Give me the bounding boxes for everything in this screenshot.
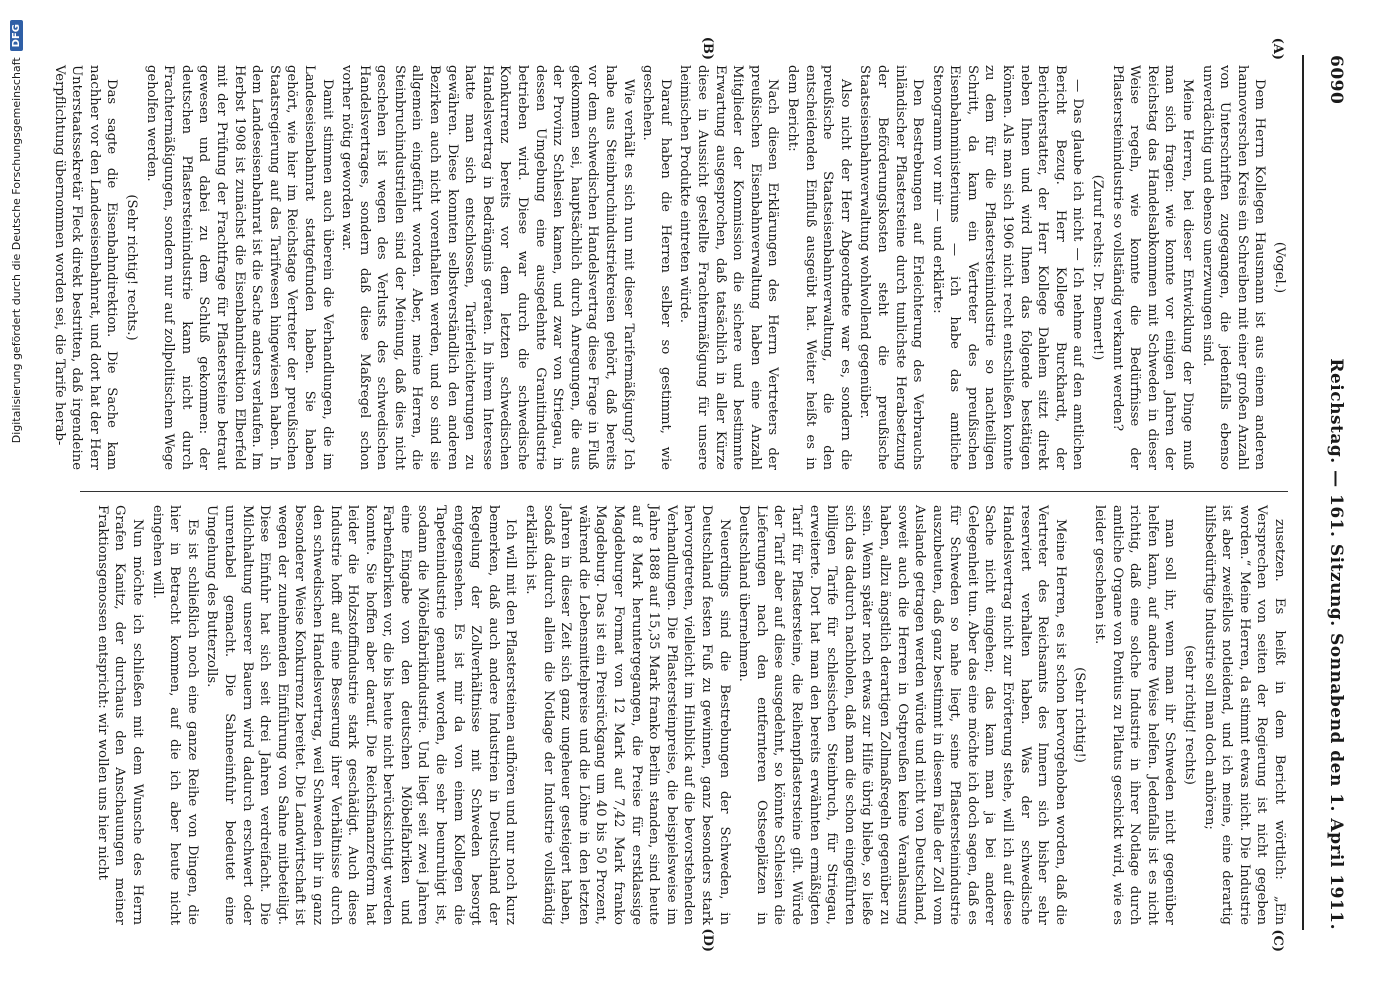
dfg-logo: DFG bbox=[10, 20, 23, 51]
page-title: Reichstag. — 161. Sitzung. Sonnabend den 1. April 1911. bbox=[1326, 358, 1346, 930]
paragraph: (Zuruf rechts: Dr. Bennert!) bbox=[1090, 174, 1106, 361]
credit-text: Digitalisierung gefördert durch die Deutsche Forschungsgemeinschaft bbox=[9, 57, 23, 444]
margin-letter-a: (A) bbox=[1270, 37, 1285, 60]
paragraph: — Das glaube ich nicht — Ich nehme auf den amtlichen Bericht Bezug. Herr Kollege Burckhardt, der Berichterstatter, der Herr Kollege Dahlem sitzt direkt neben Ihnen und wird Ihnen das folgende bestätigen können. Als man sich 1906 nicht recht entschließen konnte zu dem für die Pflastersteinindustrie so nachteiligen Schritt, da kam ein Vertreter des preußischen Eisenbahnministeriums — ich habe das amtliche Stenogramm vor mir — und erklärte: bbox=[929, 65, 1086, 470]
paragraph: Damit stimmen auch überein die Verhandlungen, die im Landeseisenbahnrat stattgefunden haben. Sie haben gehört, wie hier im Reichstage Vertreter der preußischen Staatsregierung auf das Tarifwesen hingewiesen haben. In dem Landeseisenbahnrat ist die Sache anders verlaufen. Im Herbst 1908 ist zunächst die Eisenbahndirektion Elberfeld mit der Prüfung der Frachtfrage für Pflastersteine betraut gewesen und dabei zu dem Schluß gekommen: der deutschen Pflastersteinindustrie kann nicht durch Frachtermäßigungen, sondern nur auf zollpolitischem Wege geholfen werden. bbox=[143, 65, 335, 470]
paragraph: Meine Herren, es ist schon hervorgehoben worden, daß die Vertreter des Reichsamts des Innern sich bisher sehr reserviert verhalten haben. Was der schwedische Handelsvertrag nicht zur Erörterung stehe, will ich auf diese Sache nicht eingehen; das kann man ja bei anderer Gelegenheit tun. Aber das eine möchte ich doch sagen, daß es für Schweden so nahe liegt, seine Pflastersteinindustrie auszubeuten, daß ganz bestimmt in diesem Falle der Zoll vom Auslande getragen werden würde und nicht von Deutschland, soweit auch die Herren in Ostpreußen keine Veranlassung haben, allzu ängstlich derartigen Zollmaßregeln gegenüber zu sein. Wenn später noch etwas zur Hilfe übrig bliebe, so ließe sich das dadurch nachholen, daß man die schon eingeführten billigen Tarife für schlesischen Steinbruch, für Striegau, erweiterte. Dort hat man den bereits erwähnten ermäßigten Tarif für Pflastersteine, die Reihenpflastersteine gilt. Würde der Tarif aber auf diese ausgedehnt, so könnte Schlesien die Lieferungen nach den entfernteren Ostseeplätzen in Deutschland übernehmen. bbox=[736, 505, 1068, 925]
margin-letter-c: (C) bbox=[1270, 929, 1285, 952]
column-divider bbox=[80, 491, 1288, 492]
column-right-body bbox=[93, 505, 1288, 925]
paragraph: (Sehr richtig!) bbox=[1072, 667, 1088, 763]
paragraph: Nun möchte ich schließen mit dem Wunsche des Herrn Grafen Kanitz, der durchaus den Anschauungen meiner Fraktionsgenossen entspricht: wir wollen uns hier nicht bbox=[94, 505, 145, 925]
paragraph: zusetzen. Es heißt in dem Bericht wörtlich: „Ein Versprechen von seiten der Regierung ist nicht gegeben worden.“ Meine Herren, da stimmt etwas nicht. Die Industrie ist aber zweifellos notleidend, und ich meine, eine derartig hilfsbedürftige Industrie soll man doch anhören; bbox=[1201, 505, 1287, 925]
margin-letter-b: (B) bbox=[700, 36, 715, 60]
paragraph: man soll ihr, wenn man ihr Schweden nicht gegenüber helfen kann, auf andere Weise helfen. Jedenfalls ist es nicht richtig, daß eine solche Industrie in ihrer Notlage durch amtliche Organe von Pontius zu Pilatus geschickt wird, wie es leider geschehen ist. bbox=[1092, 505, 1178, 925]
paragraph: Ich will mit den Pflastersteinen aufhören und nur noch kurz bemerken, daß auch andere Industrien in Deutschland der Regelung der Zollverhältnisse mit Schweden besorgt entgegensehen. Es ist mir da von einem Kollegen die Tapetenindustrie genannt worden, die sehr beunruhigt ist, sodann die Möbelfabrikindustrie. Und liegt seit zwei Jahren eine Eingabe von den deutschen Möbelfabriken und Farbenfabriken vor, die bis heute nicht berücksichtigt werden konnte. Sie hoffen aber darauf. Die Reichsfinanzreform hat leider die Holzstoffindustrie stark geschädigt. Auch diese Industrie hofft auf eine Besserung ihrer Verhältnisse durch den schwedischen Handelsvertrag, weil Schweden ihr in ganz besonderer Weise Konkurrenz bereitet. Die Landwirtschaft ist wegen der zunehmenden Einführung von Sahne mitbeteiligt. Diese Einfuhr hat sich seit drei Jahren verdreifacht. Die Milchhaltung unserer Bauern wird dadurch erschwert oder unrentabel gemacht. Die Sahneeinfuhr bedeutet eine Umgehung des Butterzolls. bbox=[204, 505, 519, 925]
paragraph: Den Bestrebungen auf Erleichterung des Verbrauchs inländischer Pflastersteine durch tunlichste Herabsetzung der Beförderungskosten steht die preußische Staatseisenbahnverwaltung wohlwollend gegenüber. bbox=[857, 65, 926, 470]
paragraph: (Sehr richtig! rechts.) bbox=[124, 194, 139, 341]
page-header bbox=[1318, 55, 1354, 930]
column-left bbox=[51, 65, 1288, 470]
margin-letter-d: (D) bbox=[700, 928, 715, 952]
digitization-credit bbox=[5, 20, 27, 920]
paragraph: Dem Herrn Kollegen Hausmann ist aus einem anderen hannoverschen Kreis ein Schreiben mit einer großen Anzahl von Unterschriften zugegangen, die jedenfalls ebenso unverdächtig und ebenso unerzwungen sind. bbox=[1199, 65, 1268, 470]
paragraph: Wie verhält es sich nun mit dieser Tarifermäßigung? Ich habe aus Steinbruchindustriekreisen gehört, daß bereits vor dem schwedischen Handelsvertrag diese Frage in Fluß gekommen sei, hauptsächlich durch Anregungen, die aus der Provinz Schlesien kamen, und zwar von Striegau, in dessen Umgebung eine ausgedehnte Granitindustrie betrieben wird. Diese war durch die schwedische Konkurrenz bereits vor dem letzten schwedischen Handelsvertrag in Bedrängnis geraten. In ihrem Interesse hatte man sich entschlossen, Tariferleichterungen zu gewähren. Diese konnten selbstverständlich den anderen Bezirken auch nicht vorenthalten werden, und so sind sie allgemein eingeführt worden. Aber, meine Herren, die Steinbruchindustriellen sind der Meinung, daß dies nicht geschehen ist wegen des Verlusts des schwedischen Handelsvertrages, sondern daß diese Maßregel schon vorher nötig geworden war. bbox=[339, 65, 636, 470]
column-left-body bbox=[50, 65, 1268, 470]
paragraph: Also nicht der Herr Abgeordnete war es, sondern die preußische Staatseisenbahnverwaltung, die den entscheidenden Einfluß ausgeübt hat. Weiter heißt es in dem Bericht: bbox=[784, 65, 853, 470]
paragraph: Neuerdings sind die Bestrebungen der Schweden, in Deutschland festen Fuß zu gewinnen, ganz besonders stark hervorgetreten, vielleicht im Hinblick auf die bevorstehenden Verhandlungen. Die Pflastersteinpreise, die beispielsweise im Jahre 1888 auf 15,35 Mark franko Berlin standen, sind heute auf 8 Mark heruntergegangen, die Preise für erstklassige Magdeburger Format von 12 Mark auf 7,42 Mark franko Magdeburg. Das ist ein Preisrückgang um 40 bis 50 Prozent, während die Lebensmittelpreise und die Löhne in den letzten Jahren in dieser Zeit sich ganz ungeheuer gesteigert haben, sodaß dadurch allein die Notlage der Industrie vollständig erklärlich ist. bbox=[523, 505, 732, 925]
header-rule bbox=[1302, 55, 1304, 930]
page-number: 6090 bbox=[1326, 55, 1346, 105]
paragraph: Nach diesen Erklärungen des Herrn Vertreters der preußischen Eisenbahnverwaltung haben eine Anzahl Mitglieder der Kommission die sichere und bestimmte Erwartung ausgesprochen, daß tatsächlich in aller Kürze diese in Aussicht gestellte Frachtermäßigung für unsere heimischen Produkte eintreten würde. bbox=[677, 65, 781, 470]
paragraph: Es ist schließlich noch eine ganze Reihe von Dingen, die hier in Betracht kommen, auf die ich aber heute nicht eingehen will. bbox=[149, 505, 200, 925]
paragraph: Meine Herren, bei dieser Entwicklung der Dinge muß man sich fragen: wie konnte vor einigen Jahren der Reichstag das Handelsabkommen mit Schweden in dieser Weise regeln, wie konnte die Bedürfnisse der Pflastersteinindustrie so vollständig verkannt werden? bbox=[1109, 65, 1196, 470]
column-right bbox=[75, 505, 1288, 925]
paragraph: (sehr richtig! rechts) bbox=[1182, 645, 1198, 785]
paragraph: Das sagte die Eisenbahndirektion. Die Sache kam nachher vor den Landeseisenbahnrat, und dort hat der Herr Unterstaatssekretär Fleck direkt bestritten, daß irgendeine Verpflichtung übernommen worden sei, die Tarife herab- bbox=[51, 65, 120, 470]
speaker-label: (Vogel.) bbox=[1272, 241, 1287, 294]
paragraph: Darauf haben die Herren selber so gestimmt, wie geschehen. bbox=[640, 65, 673, 470]
